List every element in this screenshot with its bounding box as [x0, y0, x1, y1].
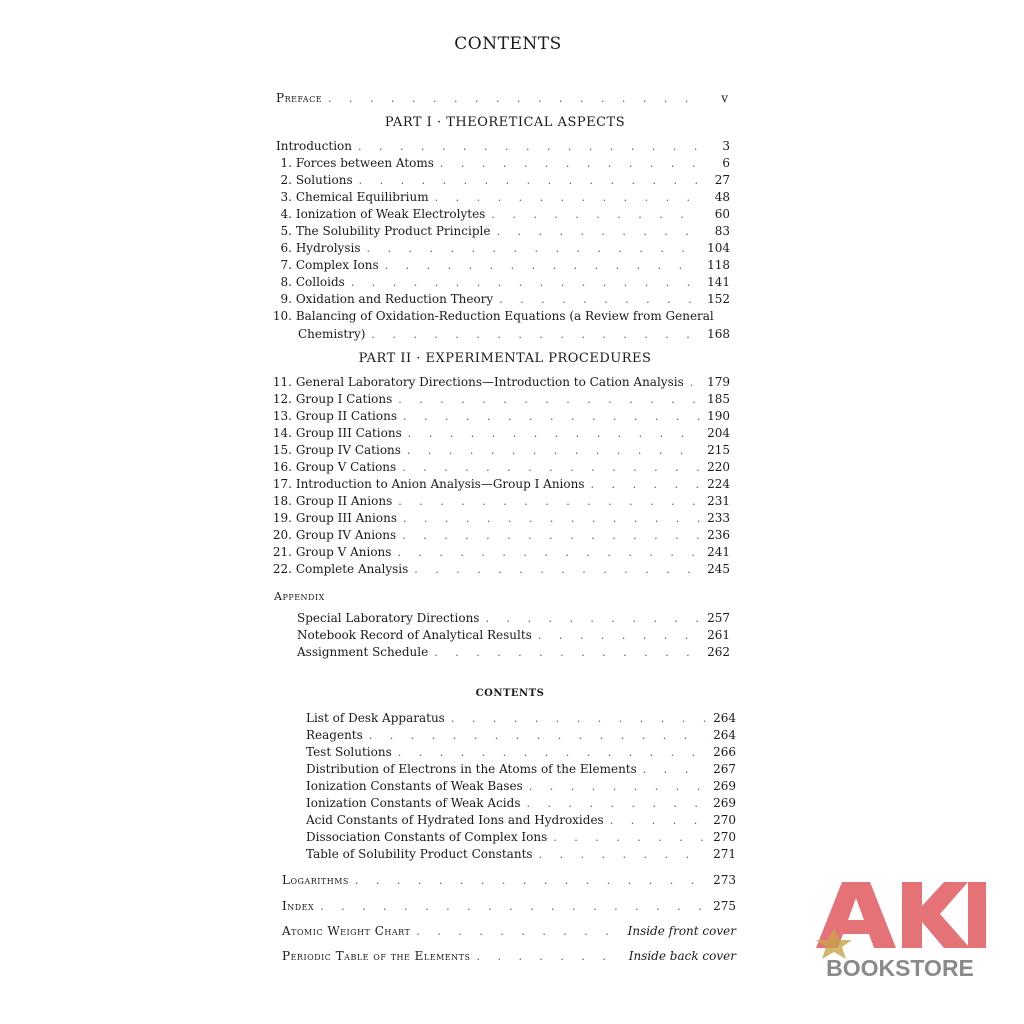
toc-entry [270, 510, 730, 527]
toc-entry [306, 744, 736, 761]
toc-entry-number: 16. [272, 460, 292, 474]
toc-entry-page: Inside front cover [627, 924, 736, 938]
leader-dots [351, 274, 700, 291]
leader-dots [451, 710, 706, 727]
toc-entry-page: v [721, 91, 728, 105]
toc-entry-label: Balancing of Oxidation-Reduction Equations (a Review from General [295, 309, 714, 323]
toc-entry-page: 231 [707, 494, 730, 508]
toc-entry [270, 291, 730, 308]
toc-entry [306, 829, 736, 846]
toc-entry [306, 710, 736, 727]
toc-entry [297, 610, 730, 627]
leader-dots [414, 561, 700, 578]
toc-entry [270, 257, 730, 274]
toc-entry-label-continued: Chemistry) [298, 327, 366, 341]
toc-entry [270, 172, 730, 189]
leader-dots [402, 527, 700, 544]
leader-dots [529, 778, 706, 795]
leader-dots [539, 846, 706, 863]
toc-entry [306, 761, 736, 778]
toc-entry-label: Table of Solubility Product Constants [306, 847, 533, 861]
toc-entry [270, 240, 730, 257]
toc-entry-label: Ionization of Weak Electrolytes [295, 207, 486, 221]
toc-entry-page: 269 [713, 779, 736, 793]
leader-dots [403, 408, 700, 425]
toc-entry-label: Group II Cations [295, 409, 398, 423]
toc-entry [270, 459, 730, 476]
toc-entry-label: Hydrolysis [295, 241, 361, 255]
toc-entry-page: 233 [707, 511, 730, 525]
toc-entry-label: Complex Ions [295, 258, 379, 272]
toc-entry-label: Complete Analysis [295, 562, 409, 576]
leader-dots [397, 544, 700, 561]
leader-dots [526, 795, 706, 812]
toc-entry-number: 8. [280, 275, 292, 289]
toc-entry-number: 2. [280, 173, 292, 187]
leader-dots [485, 610, 700, 627]
toc-entry-page: 236 [707, 528, 730, 542]
leader-dots [434, 644, 700, 661]
toc-entry-label: Index [282, 899, 315, 913]
toc-entry [270, 493, 730, 510]
leader-dots [591, 476, 701, 493]
leader-dots [407, 442, 700, 459]
toc-entry-page: 104 [707, 241, 730, 255]
part-heading: PART I · THEORETICAL ASPECTS [384, 115, 626, 130]
toc-entry [306, 846, 736, 863]
toc-entry [270, 189, 730, 206]
toc-entry-preface [276, 90, 728, 107]
bookstore-logo [812, 876, 988, 986]
toc-entry-label: Group III Cations [295, 426, 402, 440]
leader-dots [416, 923, 621, 940]
toc-entry-page: 48 [714, 190, 730, 204]
toc-entry-label: Group IV Anions [295, 528, 397, 542]
toc-entry-label: Group IV Cations [295, 443, 401, 457]
toc-entry-page: 271 [713, 847, 736, 861]
toc-entry [270, 155, 730, 172]
toc-entry [270, 408, 730, 425]
toc-entry-page: 267 [713, 762, 736, 776]
toc-entry-page: 266 [713, 745, 736, 759]
leader-dots [371, 326, 700, 343]
toc-entry-label: Chemical Equilibrium [295, 190, 429, 204]
toc-entry-page: 3 [722, 139, 730, 153]
leader-dots [328, 90, 698, 107]
leader-dots [403, 510, 700, 527]
toc-entry-page: 190 [707, 409, 730, 423]
leader-dots [435, 189, 700, 206]
leader-dots [359, 172, 700, 189]
leader-dots [408, 425, 700, 442]
toc-entry-label: Introduction [276, 139, 352, 153]
toc-entry-label: Atomic Weight Chart [282, 924, 411, 938]
toc-entry [306, 795, 736, 812]
toc-entry-index [282, 898, 736, 915]
leader-dots [355, 872, 706, 889]
leader-dots [385, 257, 700, 274]
toc-entry-page: 224 [707, 477, 730, 491]
toc-entry [270, 527, 730, 544]
toc-entry-number: 1. [280, 156, 292, 170]
toc-entry-number: 3. [280, 190, 292, 204]
toc-entry-page: 245 [707, 562, 730, 576]
toc-entry-number: 9. [280, 292, 292, 306]
leader-dots [553, 829, 706, 846]
toc-entry-label: Preface [276, 91, 323, 105]
toc-entry-number: 18. [272, 494, 292, 508]
toc-entry-label: Periodic Table of the Elements [282, 949, 471, 963]
toc-entry-number: 4. [280, 207, 292, 221]
toc-entry-page: 60 [714, 207, 730, 221]
toc-entry-page: 27 [714, 173, 730, 187]
toc-entry-number: 6. [280, 241, 292, 255]
toc-entry-label: The Solubility Product Principle [295, 224, 491, 238]
toc-entry-page: 215 [707, 443, 730, 457]
toc-entry-label: Ionization Constants of Weak Acids [306, 796, 521, 810]
toc-entry-label: Logarithms [282, 873, 349, 887]
toc-entry-page: 257 [707, 611, 730, 625]
toc-entry-periodic-table [282, 948, 736, 965]
toc-entry-label: Ionization Constants of Weak Bases [306, 779, 523, 793]
toc-entry [270, 391, 730, 408]
toc-entry-number: 5. [280, 224, 292, 238]
toc-entry-number: 11. [272, 375, 292, 389]
toc-entry-label: Group I Cations [295, 392, 393, 406]
toc-entry [270, 442, 730, 459]
toc-entry-label: Dissociation Constants of Complex Ions [306, 830, 548, 844]
toc-entry-page: 118 [707, 258, 730, 272]
toc-entry [297, 627, 730, 644]
toc-entry-chapter-10-line-1 [270, 308, 730, 325]
leader-dots [367, 240, 701, 257]
leader-dots [643, 761, 706, 778]
bookstore-logo-mark [812, 876, 988, 986]
toc-entry-label: Group V Anions [295, 545, 392, 559]
toc-entry-page: 241 [707, 545, 730, 559]
toc-entry [297, 644, 730, 661]
toc-entry [270, 223, 730, 240]
leader-dots [499, 291, 700, 308]
leader-dots [402, 459, 700, 476]
toc-entry [270, 374, 730, 391]
toc-entry [270, 274, 730, 291]
leader-dots [610, 812, 706, 829]
toc-entry-number: 13. [272, 409, 292, 423]
toc-entry-label: Oxidation and Reduction Theory [295, 292, 494, 306]
part-heading: PART II · EXPERIMENTAL PROCEDURES [358, 351, 652, 366]
toc-entry-chapter-10-line-2 [298, 326, 730, 343]
bookstore-logo-text: BOOKSTORE [826, 955, 974, 981]
toc-entry-label: Group II Anions [295, 494, 393, 508]
leader-dots [358, 138, 700, 155]
leader-dots [369, 727, 706, 744]
toc-entry-page: 261 [707, 628, 730, 642]
toc-entry-label: Introduction to Anion Analysis—Group I Anions [295, 477, 585, 491]
toc-entry-page: 141 [707, 275, 730, 289]
toc-entry-page: 270 [713, 830, 736, 844]
toc-entry-page: 270 [713, 813, 736, 827]
toc-entry-page: 264 [713, 728, 736, 742]
toc-entry-label: Special Laboratory Directions [297, 611, 480, 625]
toc-entry-label: Forces between Atoms [295, 156, 434, 170]
leader-dots [398, 744, 706, 761]
toc-entry-page: 185 [707, 392, 730, 406]
toc-entry [306, 812, 736, 829]
toc-entry-label: General Laboratory Directions—Introduction to Cation Analysis [295, 375, 684, 389]
toc-entry-atomic-weight-chart [282, 923, 736, 940]
toc-entry [270, 561, 730, 578]
toc-entry-number: 7. [280, 258, 292, 272]
toc-entry-page: 262 [707, 645, 730, 659]
toc-entry-page: 269 [713, 796, 736, 810]
toc-entry-page: 168 [707, 327, 730, 341]
toc-entry-label: List of Desk Apparatus [306, 711, 445, 725]
leader-dots [398, 391, 700, 408]
toc-entry [306, 727, 736, 744]
leader-dots [538, 627, 700, 644]
continued-heading: CONTENTS [475, 688, 545, 699]
toc-entry-number: 19. [272, 511, 292, 525]
toc-entry-number: 22. [272, 562, 292, 576]
leader-dots [398, 493, 700, 510]
toc-entry-number: 17. [272, 477, 292, 491]
toc-entry-page: 273 [713, 873, 736, 887]
toc-entry-label: Notebook Record of Analytical Results [297, 628, 532, 642]
toc-entry-logarithms [282, 872, 736, 889]
toc-entry [270, 476, 730, 493]
appendix-heading: Appendix [274, 590, 325, 603]
toc-entry-label: Group III Anions [295, 511, 397, 525]
toc-entry-label: Assignment Schedule [297, 645, 429, 659]
toc-entry [306, 778, 736, 795]
toc-entry-number: 21. [272, 545, 292, 559]
toc-entry-page: 275 [713, 899, 736, 913]
toc-entry-label: Acid Constants of Hydrated Ions and Hydroxides [306, 813, 604, 827]
toc-entry-label: Solutions [295, 173, 353, 187]
leader-dots [690, 374, 700, 391]
leader-dots [440, 155, 700, 172]
toc-entry-label: Test Solutions [306, 745, 392, 759]
toc-entry-page: 264 [713, 711, 736, 725]
leader-dots [476, 948, 622, 965]
leader-dots [320, 898, 706, 915]
toc-entry-introduction [276, 138, 730, 155]
toc-entry-number: 10. [272, 309, 292, 323]
toc-entry-page: Inside back cover [628, 949, 736, 963]
toc-entry-number: 15. [272, 443, 292, 457]
toc-entry-number: 14. [272, 426, 292, 440]
toc-entry-label: Distribution of Electrons in the Atoms of the Elements [306, 762, 637, 776]
toc-entry-label: Reagents [306, 728, 363, 742]
toc-entry [270, 206, 730, 223]
toc-entry-page: 6 [722, 156, 730, 170]
toc-entry-page: 220 [707, 460, 730, 474]
toc-entry-label: Group V Cations [295, 460, 397, 474]
leader-dots [496, 223, 700, 240]
leader-dots [491, 206, 700, 223]
toc-entry-page: 152 [707, 292, 730, 306]
toc-entry-number: 12. [272, 392, 292, 406]
page-title: CONTENTS [454, 34, 562, 54]
toc-entry [270, 425, 730, 442]
toc-entry-page: 83 [714, 224, 730, 238]
toc-entry-label: Colloids [295, 275, 345, 289]
toc-entry-page: 179 [707, 375, 730, 389]
toc-entry-page: 204 [707, 426, 730, 440]
toc-entry-number: 20. [272, 528, 292, 542]
toc-entry [270, 544, 730, 561]
